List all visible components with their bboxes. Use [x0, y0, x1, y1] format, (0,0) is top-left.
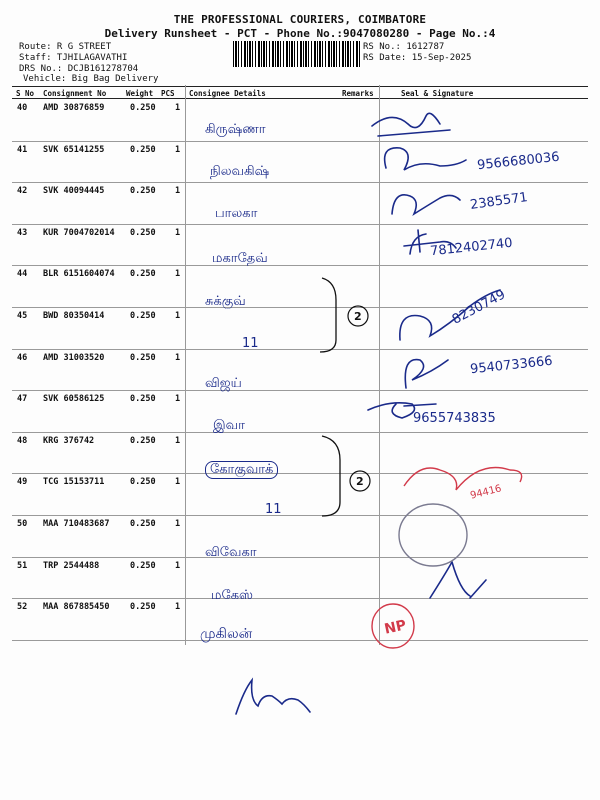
rs-no-label: RS No.: 1612787 [363, 42, 445, 52]
row-sno: 48 [17, 435, 28, 446]
row-weight: 0.250 [130, 435, 156, 446]
hw-phone-42: 2385571 [469, 190, 529, 213]
row-pcs: 1 [175, 560, 181, 571]
signature-40 [372, 113, 450, 136]
row-consignment: SVK 65141255 [43, 144, 105, 155]
row-consignment: KRG 376742 [43, 435, 95, 446]
brace-48-49 [322, 436, 340, 516]
row-pcs: 1 [175, 477, 181, 488]
row-consignment: AMD 30876859 [43, 103, 105, 113]
row-weight: 0.250 [130, 394, 156, 405]
row-consignment: BLR 6151604074 [43, 269, 115, 280]
row-weight: 0.250 [130, 144, 156, 155]
signature-41 [385, 148, 466, 170]
row-weight: 0.250 [130, 477, 156, 488]
hw-phone-46: 9540733666 [469, 353, 554, 378]
row-sno: 41 [17, 144, 28, 155]
row-sno: 46 [17, 352, 28, 363]
company-title: THE PROFESSIONAL COURIERS, COIMBATORE [173, 13, 427, 26]
row-sno: 40 [17, 103, 28, 113]
signature-43 [404, 230, 456, 254]
staff-label: Staff: TJHILAGAVATHI [19, 53, 128, 63]
col-weight: Weight [126, 89, 154, 98]
brace-count-1: 2 [354, 310, 362, 323]
row-pcs: 1 [175, 186, 181, 197]
col-sno: S No [16, 89, 35, 98]
hw-extra-name: முகிலன் [200, 626, 253, 642]
drs-label: DRS No.: DCJB161278704 [19, 64, 139, 74]
hw-phone-45: 8230749 [449, 287, 509, 328]
np-stamp-text: NP [382, 617, 408, 638]
row-consignment: BWD 80350414 [43, 311, 105, 321]
row-sno: 43 [17, 227, 28, 238]
hw-consignee-40: கிருஷ்ணா [205, 122, 266, 137]
hw-consignee-43: மகாதேவ் [212, 251, 268, 266]
hw-phone-41: 9566680036 [476, 149, 561, 174]
row-sno: 51 [17, 560, 28, 571]
footer-scribble [236, 680, 310, 714]
signature-42 [392, 195, 460, 214]
row-sno: 49 [17, 477, 28, 488]
signature-45 [400, 290, 500, 340]
row-consignment: SVK 40094445 [43, 186, 105, 197]
brace-count-2: 2 [356, 475, 364, 488]
row-pcs: 1 [175, 103, 181, 113]
row-pcs: 1 [175, 269, 181, 280]
row-pcs: 1 [175, 352, 181, 363]
hw-phone-47: 9655743835 [413, 411, 496, 426]
hw-consignee-51: விவேகா [205, 545, 257, 560]
row-sno: 50 [17, 519, 28, 529]
hw-consignee-45: 11 [242, 336, 259, 351]
col-seal: Seal & Signature [401, 89, 474, 98]
hw-consignee-49: கோகுவாக் [205, 461, 278, 479]
row-pcs: 1 [175, 311, 181, 321]
row-weight: 0.250 [130, 519, 156, 529]
hw-consignee-41: நிலவகிஷ் [210, 164, 270, 179]
brace-44-45 [320, 278, 336, 352]
row-sno: 52 [17, 602, 28, 613]
col-consignment: Consignment No [43, 89, 107, 98]
hw-consignee-44: சுக்குவ் [205, 294, 246, 309]
col-consignee: Consignee Details [189, 89, 266, 98]
row-sno: 42 [17, 186, 28, 197]
row-weight: 0.250 [130, 352, 156, 363]
col-remarks: Remarks [342, 89, 374, 98]
runsheet-title: Delivery Runsheet - PCT - Phone No.:9047080280 - Page No.:4 [104, 27, 496, 40]
row-pcs: 1 [175, 394, 181, 405]
row-consignment: TCG 15153711 [43, 477, 105, 488]
round-seal [399, 504, 467, 566]
hw-consignee-47: இவா [213, 418, 245, 433]
route-label: Route: R G STREET [19, 42, 112, 52]
row-pcs: 1 [175, 602, 181, 613]
row-sno: 44 [17, 269, 28, 280]
row-weight: 0.250 [130, 602, 156, 613]
row-weight: 0.250 [130, 103, 156, 113]
hw-consignee-46: விஜய் [205, 376, 242, 391]
row-pcs: 1 [175, 519, 181, 529]
row-weight: 0.250 [130, 269, 156, 280]
hw-consignee-42: பாலகா [215, 206, 258, 221]
row-pcs: 1 [175, 227, 181, 238]
signature-47 [368, 403, 436, 418]
row-consignment: KUR 7004702014 [43, 227, 115, 238]
row-consignment: MAA 867885450 [43, 602, 110, 613]
row-consignment: TRP 2544488 [43, 560, 100, 571]
row-consignment: SVK 60586125 [43, 394, 105, 405]
row-weight: 0.250 [130, 311, 156, 321]
hw-consignee-52: மகேஸ் [211, 588, 253, 603]
col-pcs: PCS [161, 89, 175, 98]
row-pcs: 1 [175, 144, 181, 155]
row-pcs: 1 [175, 435, 181, 446]
hw-consignee-50: 11 [265, 502, 282, 517]
rs-date-label: RS Date: 15-Sep-2025 [363, 53, 472, 63]
signature-46 [405, 360, 448, 388]
row-weight: 0.250 [130, 227, 156, 238]
red-signature-48 [404, 468, 522, 491]
row-weight: 0.250 [130, 560, 156, 571]
hw-phone-43: 7812402740 [429, 235, 514, 260]
row-consignment: MAA 710483687 [43, 519, 110, 529]
row-weight: 0.250 [130, 186, 156, 197]
row-sno: 45 [17, 311, 28, 321]
signature-51 [430, 562, 486, 598]
row-sno: 47 [17, 394, 28, 405]
vehicle-label: Vehicle: Big Bag Delivery [23, 74, 159, 84]
hw-phone-49: 94416 [469, 483, 503, 502]
row-consignment: AMD 31003520 [43, 352, 105, 363]
